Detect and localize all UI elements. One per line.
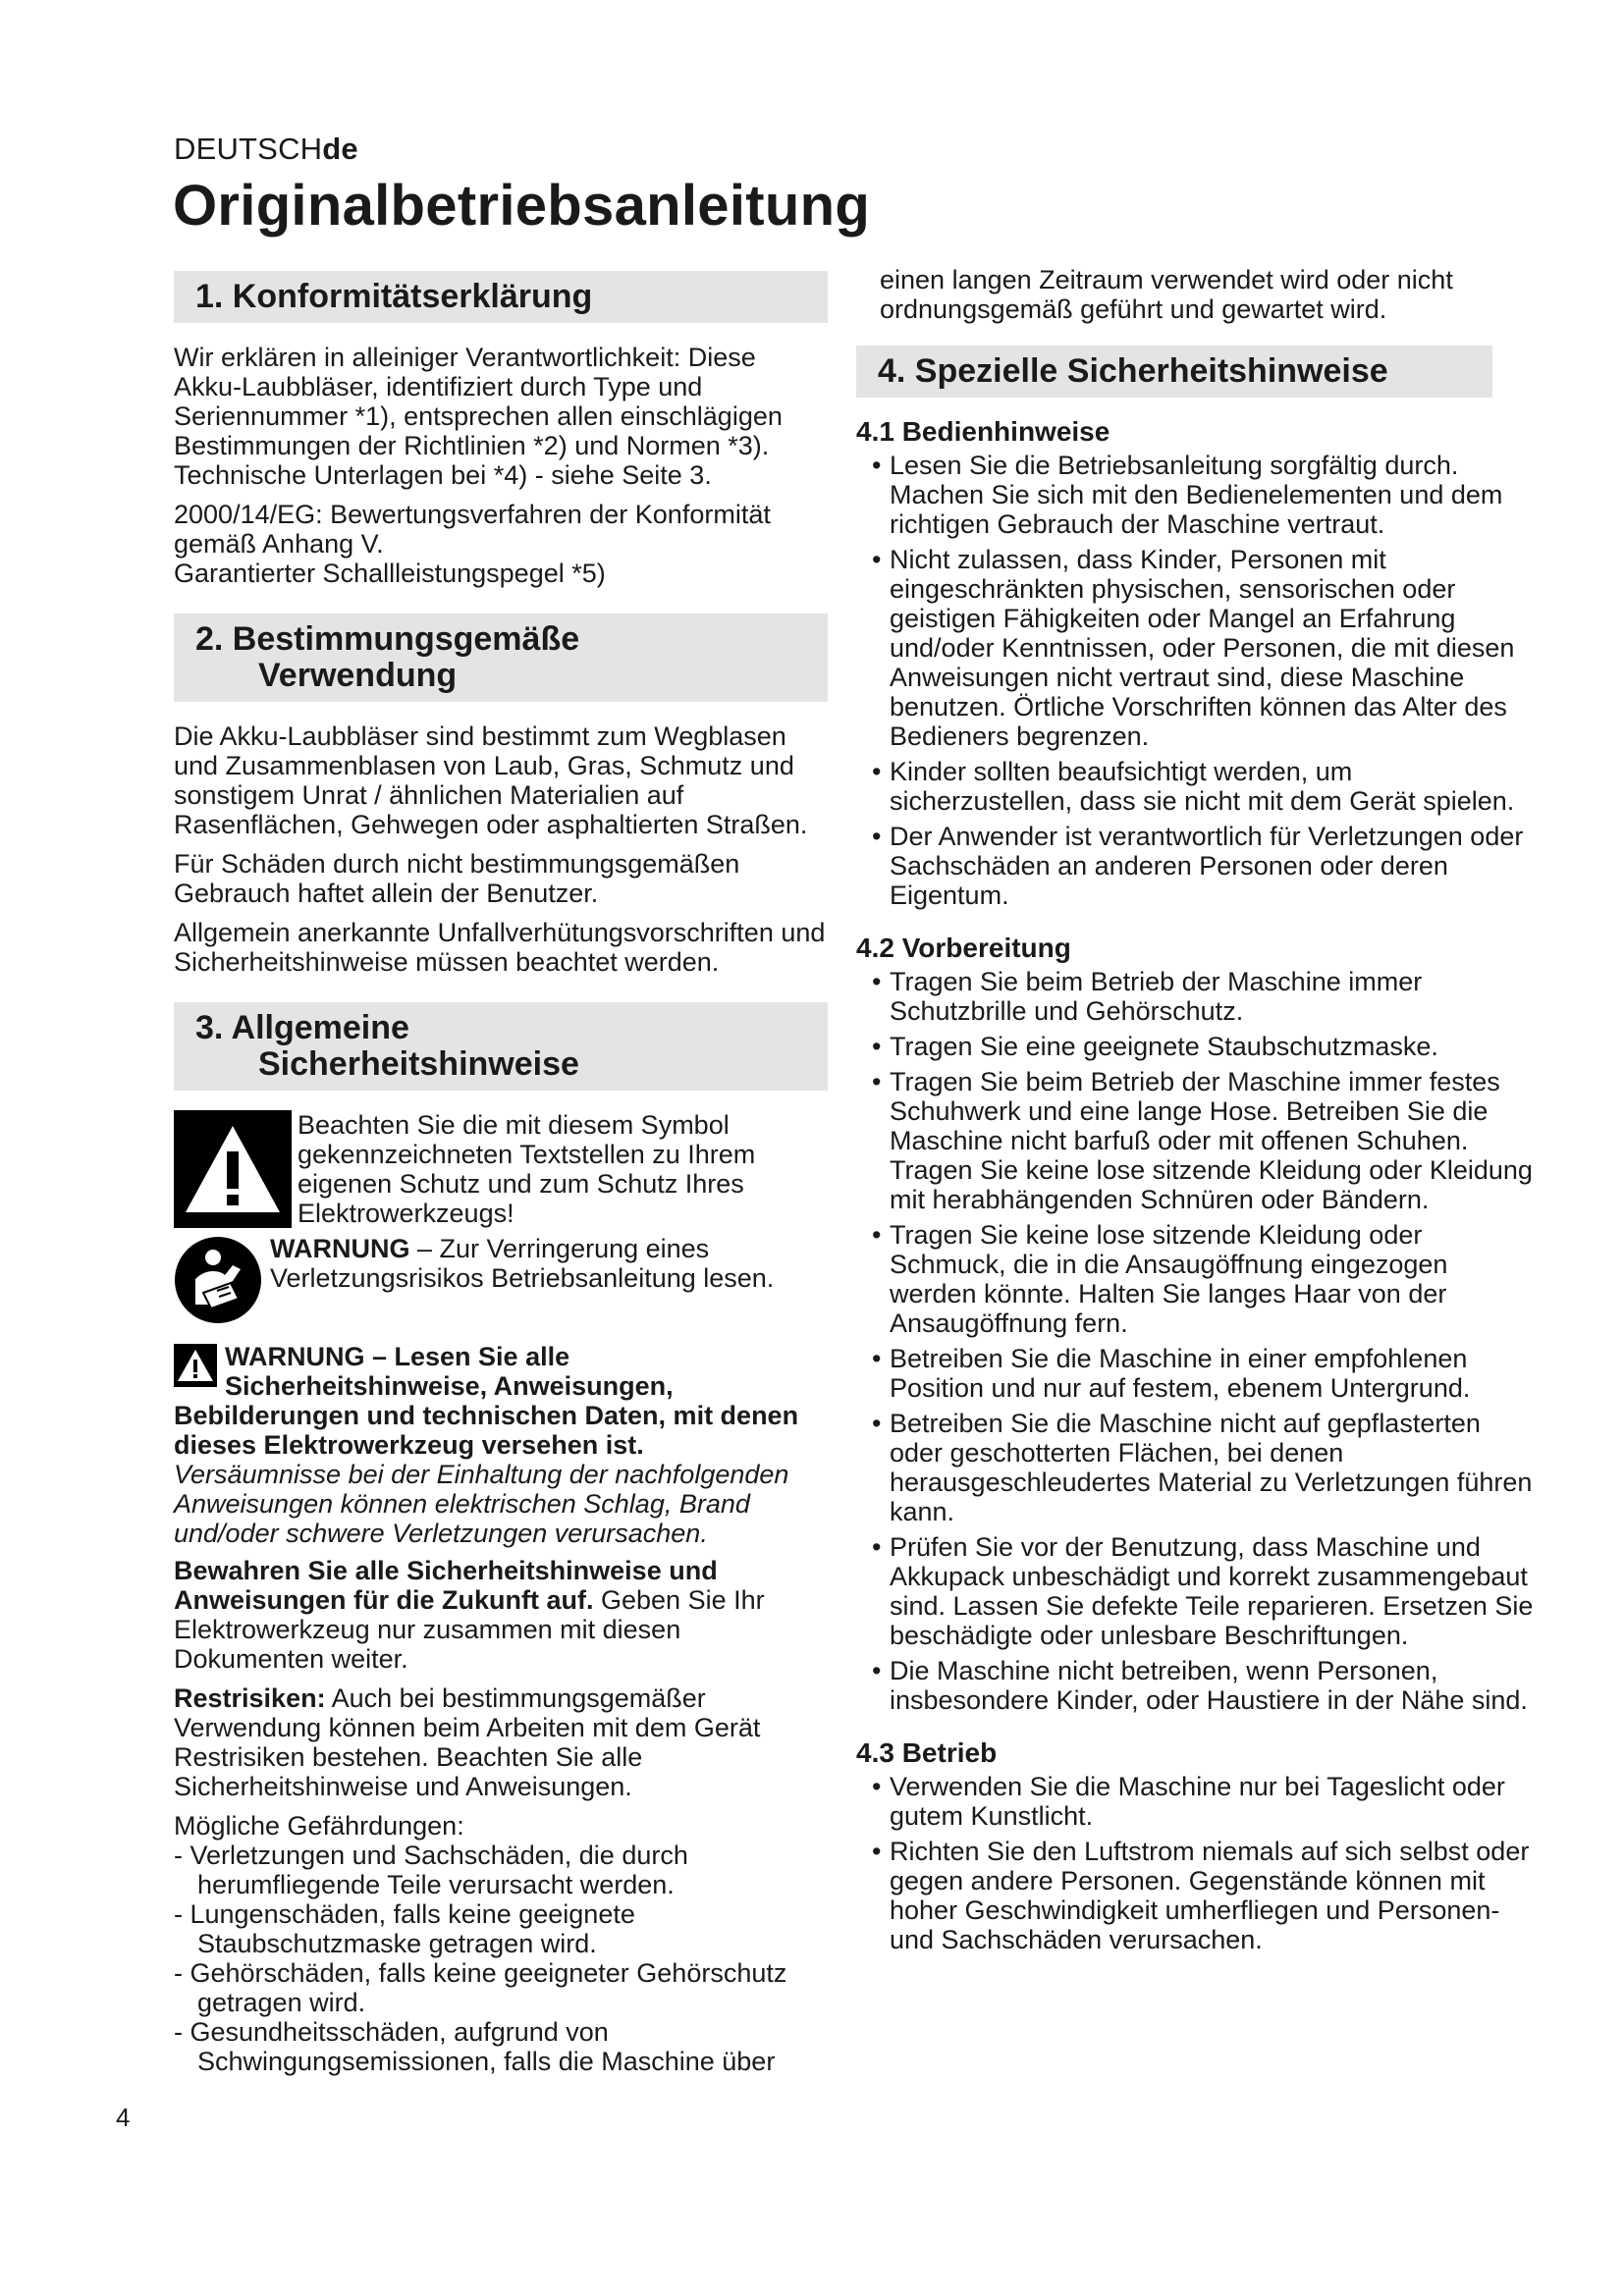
residual-risks-text: Auch bei bestimmungsgemäßer Verwendung können beim Arbeiten mit dem Gerät Restrisiken bestehen. Beachten Sie alle Sicherheitshinweise und Anweisungen. xyxy=(174,1683,761,1801)
section-3-heading-line2: Sicherheitshinweise xyxy=(258,1045,579,1083)
list-item: • Richten Sie den Luftstrom niemals auf sich selbst oder gegen andere Personen. Gegenstände können mit hoher Geschwindigkeit umherfliegen und Personen- und Sachschäden verursachen. xyxy=(856,1837,1534,1954)
keep-instructions-bold: Bewahren Sie alle Sicherheitshinweise und Anweisungen für die Zukunft auf. xyxy=(174,1556,718,1615)
sound-power-level: Garantierter Schallleistungspegel *5) xyxy=(174,559,606,588)
left-column xyxy=(174,271,828,2076)
list-item: - Verletzungen und Sachschäden, die durch herumfliegende Teile verursacht werden. xyxy=(174,1841,688,1899)
read-manual-icon xyxy=(174,1236,262,1324)
read-all-italic-text: Versäumnisse bei der Einhaltung der nachfolgenden Anweisungen können elektrischen Schlag, Brand und/oder schwere Verletzungen verursachen. xyxy=(174,1460,789,1548)
read-manual-warning-text: – Zur Verringerung eines Verletzungsrisikos Betriebsanleitung lesen. xyxy=(270,1234,775,1293)
language-label xyxy=(174,132,358,167)
section-3-heading xyxy=(174,1002,828,1091)
intended-use-paragraph: Die Akku-Laubbläser sind bestimmt zum Wegblasen und Zusammenblasen von Laub, Gras, Schmutz und sonstigem Unrat / ähnlichen Materialien auf Rasenflächen, Gehwegen oder asphaltierten Straßen. xyxy=(174,721,808,839)
list-item: - Gehörschäden, falls keine geeigneter Gehörschutz getragen wird. xyxy=(174,1958,787,2017)
list-item: - Lungenschäden, falls keine geeignete Staubschutzmaske getragen wird. xyxy=(174,1899,635,1958)
operating-notes-list xyxy=(856,451,1534,910)
list-item: • Prüfen Sie vor der Benutzung, dass Maschine und Akkupack unbeschädigt und korrekt zusammengebaut sind. Lassen Sie defekte Teile reparieren. Ersetzen Sie beschädigte oder unlesbare Beschriftungen. xyxy=(856,1532,1534,1650)
regulations-paragraph: Allgemein anerkannte Unfallverhütungsvorschriften und Sicherheitshinweise müssen beachtet werden. xyxy=(174,918,826,977)
read-manual-note xyxy=(174,1234,828,1324)
list-item: • Kinder sollten beaufsichtigt werden, um sicherzustellen, dass sie nicht mit dem Gerät spielen. xyxy=(856,757,1534,816)
list-item: • Betreiben Sie die Maschine in einer empfohlenen Position und nur auf festem, ebenem Untergrund. xyxy=(856,1344,1534,1403)
list-item: • Betreiben Sie die Maschine nicht auf gepflasterten oder geschotterten Flächen, bei denen herausgeschleudertes Material zu Verletzungen führen kann. xyxy=(856,1409,1534,1526)
list-item: • Verwenden Sie die Maschine nur bei Tageslicht oder gutem Kunstlicht. xyxy=(856,1772,1534,1831)
subsection-4-2-title: 4.2 Vorbereitung xyxy=(856,933,1071,963)
list-item: - Gesundheitsschäden, aufgrund von Schwingungsemissionen, falls die Maschine über xyxy=(174,2017,776,2076)
warning-triangle-icon xyxy=(174,1110,292,1228)
conformity-paragraph: Wir erklären in alleiniger Verantwortlichkeit: Diese Akku-Laubbläser, identifiziert durch Type und Seriennummer *1), entsprechen allen einschlägigen Bestimmungen der Richtlinien *2) und Normen *3). Technische Unterlagen bei *4) - siehe Seite 3. xyxy=(174,343,783,490)
list-item: • Die Maschine nicht betreiben, wenn Personen, insbesondere Kinder, oder Haustiere in der Nähe sind. xyxy=(856,1656,1534,1715)
read-manual-text xyxy=(270,1234,828,1293)
hazards-continuation: einen langen Zeitraum verwendet wird oder nicht ordnungsgemäß geführt und gewartet wird. xyxy=(880,265,1453,324)
section-2-heading xyxy=(174,614,828,702)
section-2-heading-line1: 2. Bestimmungsgemäße xyxy=(195,620,580,658)
section-1-heading: 1. Konformitätserklärung xyxy=(174,271,828,323)
subsection-4-1-title: 4.1 Bedienhinweise xyxy=(856,416,1110,447)
residual-risks-paragraph xyxy=(174,1683,828,1801)
residual-risks-label: Restrisiken: xyxy=(174,1683,326,1713)
right-column xyxy=(856,265,1534,1978)
list-item: • Nicht zulassen, dass Kinder, Personen mit eingeschränkten physischen, sensorischen oder geistigen Fähigkeiten oder Mangel an Erfahrung und/oder Kenntnissen, oder Personen, die mit diesen Anweisungen nicht vertraut sind, diese Maschine benutzen. Örtliche Vorschriften können das Alter des Bedieners begrenzen. xyxy=(856,545,1534,751)
list-item: • Tragen Sie eine geeignete Staubschutzmaske. xyxy=(856,1032,1534,1061)
preparation-list xyxy=(856,967,1534,1715)
section-3-heading-line1: 3. Allgemeine xyxy=(195,1009,409,1046)
liability-paragraph: Für Schäden durch nicht bestimmungsgemäßen Gebrauch haftet allein der Benutzer. xyxy=(174,849,740,908)
list-item: • Tragen Sie keine lose sitzende Kleidung oder Schmuck, die in die Ansaugöffnung eingezogen werden könnte. Halten Sie langes Haar von der Ansaugöffnung fern. xyxy=(856,1220,1534,1338)
hazards-list xyxy=(174,1841,828,2076)
page-number: 4 xyxy=(116,2103,131,2132)
subsection-4-3-title: 4.3 Betrieb xyxy=(856,1737,998,1768)
page-title: Originalbetriebsanleitung xyxy=(173,174,871,238)
small-warning-triangle-icon xyxy=(174,1344,217,1387)
symbol-note-text: Beachten Sie die mit diesem Symbol gekennzeichneten Textstellen zu Ihrem eigenen Schutz und zum Schutz Ihres Elektrowerkzeugs! xyxy=(298,1110,756,1228)
operation-list xyxy=(856,1772,1534,1954)
section-2-heading-line2: Verwendung xyxy=(258,657,458,694)
keep-instructions-text: Geben Sie Ihr Elektrowerkzeug nur zusammen mit diesen Dokumenten weiter. xyxy=(174,1585,765,1674)
hazards-title: Mögliche Gefährdungen: xyxy=(174,1811,464,1841)
warning-symbol-note xyxy=(174,1110,828,1228)
list-item: • Tragen Sie beim Betrieb der Maschine immer Schutzbrille und Gehörschutz. xyxy=(856,967,1534,1026)
conformity-procedure: 2000/14/EG: Bewertungsverfahren der Konformität gemäß Anhang V. xyxy=(174,500,771,559)
list-item: • Tragen Sie beim Betrieb der Maschine immer festes Schuhwerk und eine lange Hose. Betreiben Sie die Maschine nicht barfuß oder mit offenen Schuhen. Tragen Sie keine lose sitzende Kleidung oder Kleidung mit herabhängenden Schnüren oder Bändern. xyxy=(856,1067,1534,1214)
keep-instructions-paragraph xyxy=(174,1556,828,1674)
list-item: • Der Anwender ist verantwortlich für Verletzungen oder Sachschäden an anderen Personen oder deren Eigentum. xyxy=(856,822,1534,910)
language-code: de xyxy=(322,132,358,166)
read-all-bold-text: WARNUNG – Lesen Sie alle Sicherheitshinweise, Anweisungen, Bebilderungen und technischen Daten, mit denen dieses Elektrowerkzeug versehen ist. xyxy=(174,1342,799,1460)
read-all-warning xyxy=(174,1342,828,1548)
language-name: DEUTSCH xyxy=(174,132,323,166)
read-manual-warning-label: WARNUNG xyxy=(270,1234,410,1263)
section-4-heading: 4. Spezielle Sicherheitshinweise xyxy=(856,346,1492,398)
list-item: • Lesen Sie die Betriebsanleitung sorgfältig durch. Machen Sie sich mit den Bedienelementen und dem richtigen Gebrauch der Maschine vertraut. xyxy=(856,451,1534,539)
